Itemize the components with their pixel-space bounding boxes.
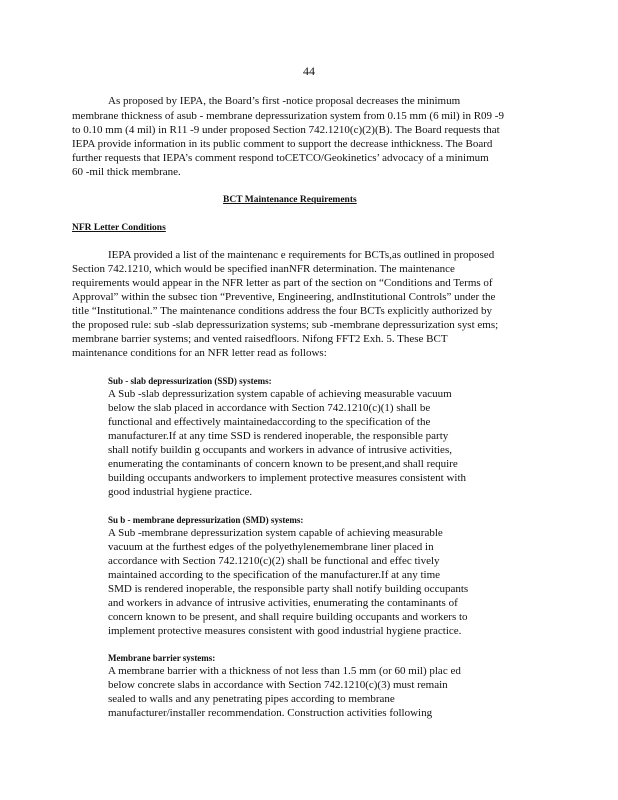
text-line: to 0.10 mm (4 mil) in R11 -9 under proposed Section 742.1210(c)(2)(B). The Board requests that: [72, 124, 500, 136]
text-line: As proposed by IEPA, the Board’s first -notice proposal decreases the minimum: [108, 95, 461, 107]
text-line: functional and effectively maintainedaccording to the specification of the: [108, 416, 431, 428]
text-line: the proposed rule: sub -slab depressurization systems; sub -membrane depressurization syst ems;: [72, 319, 499, 331]
text-line: below concrete slabs in accordance with Section 742.1210(c)(3) must remain: [108, 679, 448, 691]
quote-heading: Sub - slab depressurization (SSD) systems:: [108, 376, 272, 386]
text-line: building occupants andworkers to implement protective measures consistent with: [108, 472, 467, 484]
text-line: membrane thickness of asub - membrane depressurization system from 0.15 mm (6 mil) in R09 -9: [72, 110, 504, 122]
text-line: A Sub -slab depressurization system capable of achieving measurable vacuum: [108, 388, 452, 400]
text-line: SMD is rendered inoperable, the responsible party shall notify building occupants: [108, 583, 469, 595]
text-line: good industrial hygiene practice.: [108, 486, 253, 498]
quote-heading: Su b - membrane depressurization (SMD) systems:: [108, 515, 304, 525]
text-line: further requests that IEPA’s comment respond toCETCO/Geokinetics’ advocacy of a minimum: [72, 152, 489, 164]
text-line: Section 742.1210, which would be specified inanNFR determination. The maintenance: [72, 263, 455, 275]
text-line: Approval” within the subsec tion “Preventive, Engineering, andInstitutional Controls” under the: [72, 291, 496, 303]
text-line: A Sub -membrane depressurization system capable of achieving measurable: [108, 527, 443, 539]
text-line: membrane barrier systems; and vented raisedfloors. Nifong FFT2 Exh. 5. These BCT: [72, 333, 448, 345]
text-line: requirements would appear in the NFR letter as part of the section on “Conditions and Terms of: [72, 277, 493, 289]
text-line: maintenance conditions for an NFR letter read as follows:: [72, 347, 327, 359]
subsection-heading: NFR Letter Conditions: [72, 223, 166, 233]
text-line: IEPA provided a list of the maintenanc e requirements for BCTs,as outlined in proposed: [108, 249, 495, 261]
text-line: sealed to walls and any penetrating pipes according to membrane: [108, 693, 395, 705]
text-line: A membrane barrier with a thickness of not less than 1.5 mm (or 60 mil) plac ed: [108, 665, 461, 677]
text-line: below the slab placed in accordance with Section 742.1210(c)(1) shall be: [108, 402, 431, 414]
text-line: implement protective measures consistent with good industrial hygiene practice.: [108, 625, 462, 637]
text-line: accordance with Section 742.1210(c)(2) shall be functional and effec tively: [108, 555, 440, 567]
text-line: concern known to be present, and shall require building occupants and workers to: [108, 611, 468, 623]
text-line: manufacturer/installer recommendation. Construction activities following: [108, 707, 433, 719]
text-line: title “Institutional.” The maintenance conditions address the four BCTs explicitly authorized by: [72, 305, 492, 317]
text-line: IEPA provide information in its public comment to support the decrease inthickness. The Board: [72, 138, 493, 150]
text-line: manufacturer.If at any time SSD is rendered inoperable, the responsible party: [108, 430, 449, 442]
text-line: vacuum at the furthest edges of the polyethylenemembrane liner placed in: [108, 541, 434, 553]
quote-heading: Membrane barrier systems:: [108, 653, 216, 663]
text-line: shall notify buildin g occupants and workers in advance of intrusive activities,: [108, 444, 452, 456]
text-line: maintained according to the specification of the manufacturer.If at any time: [108, 569, 441, 581]
page-number: 44: [303, 64, 315, 78]
text-line: and workers in advance of intrusive activities, enumerating the contaminants of: [108, 597, 458, 609]
section-heading: BCT Maintenance Requirements: [223, 195, 357, 205]
text-line: 60 -mil thick membrane.: [72, 166, 181, 178]
text-line: enumerating the contaminants of concern known to be present,and shall require: [108, 458, 458, 470]
